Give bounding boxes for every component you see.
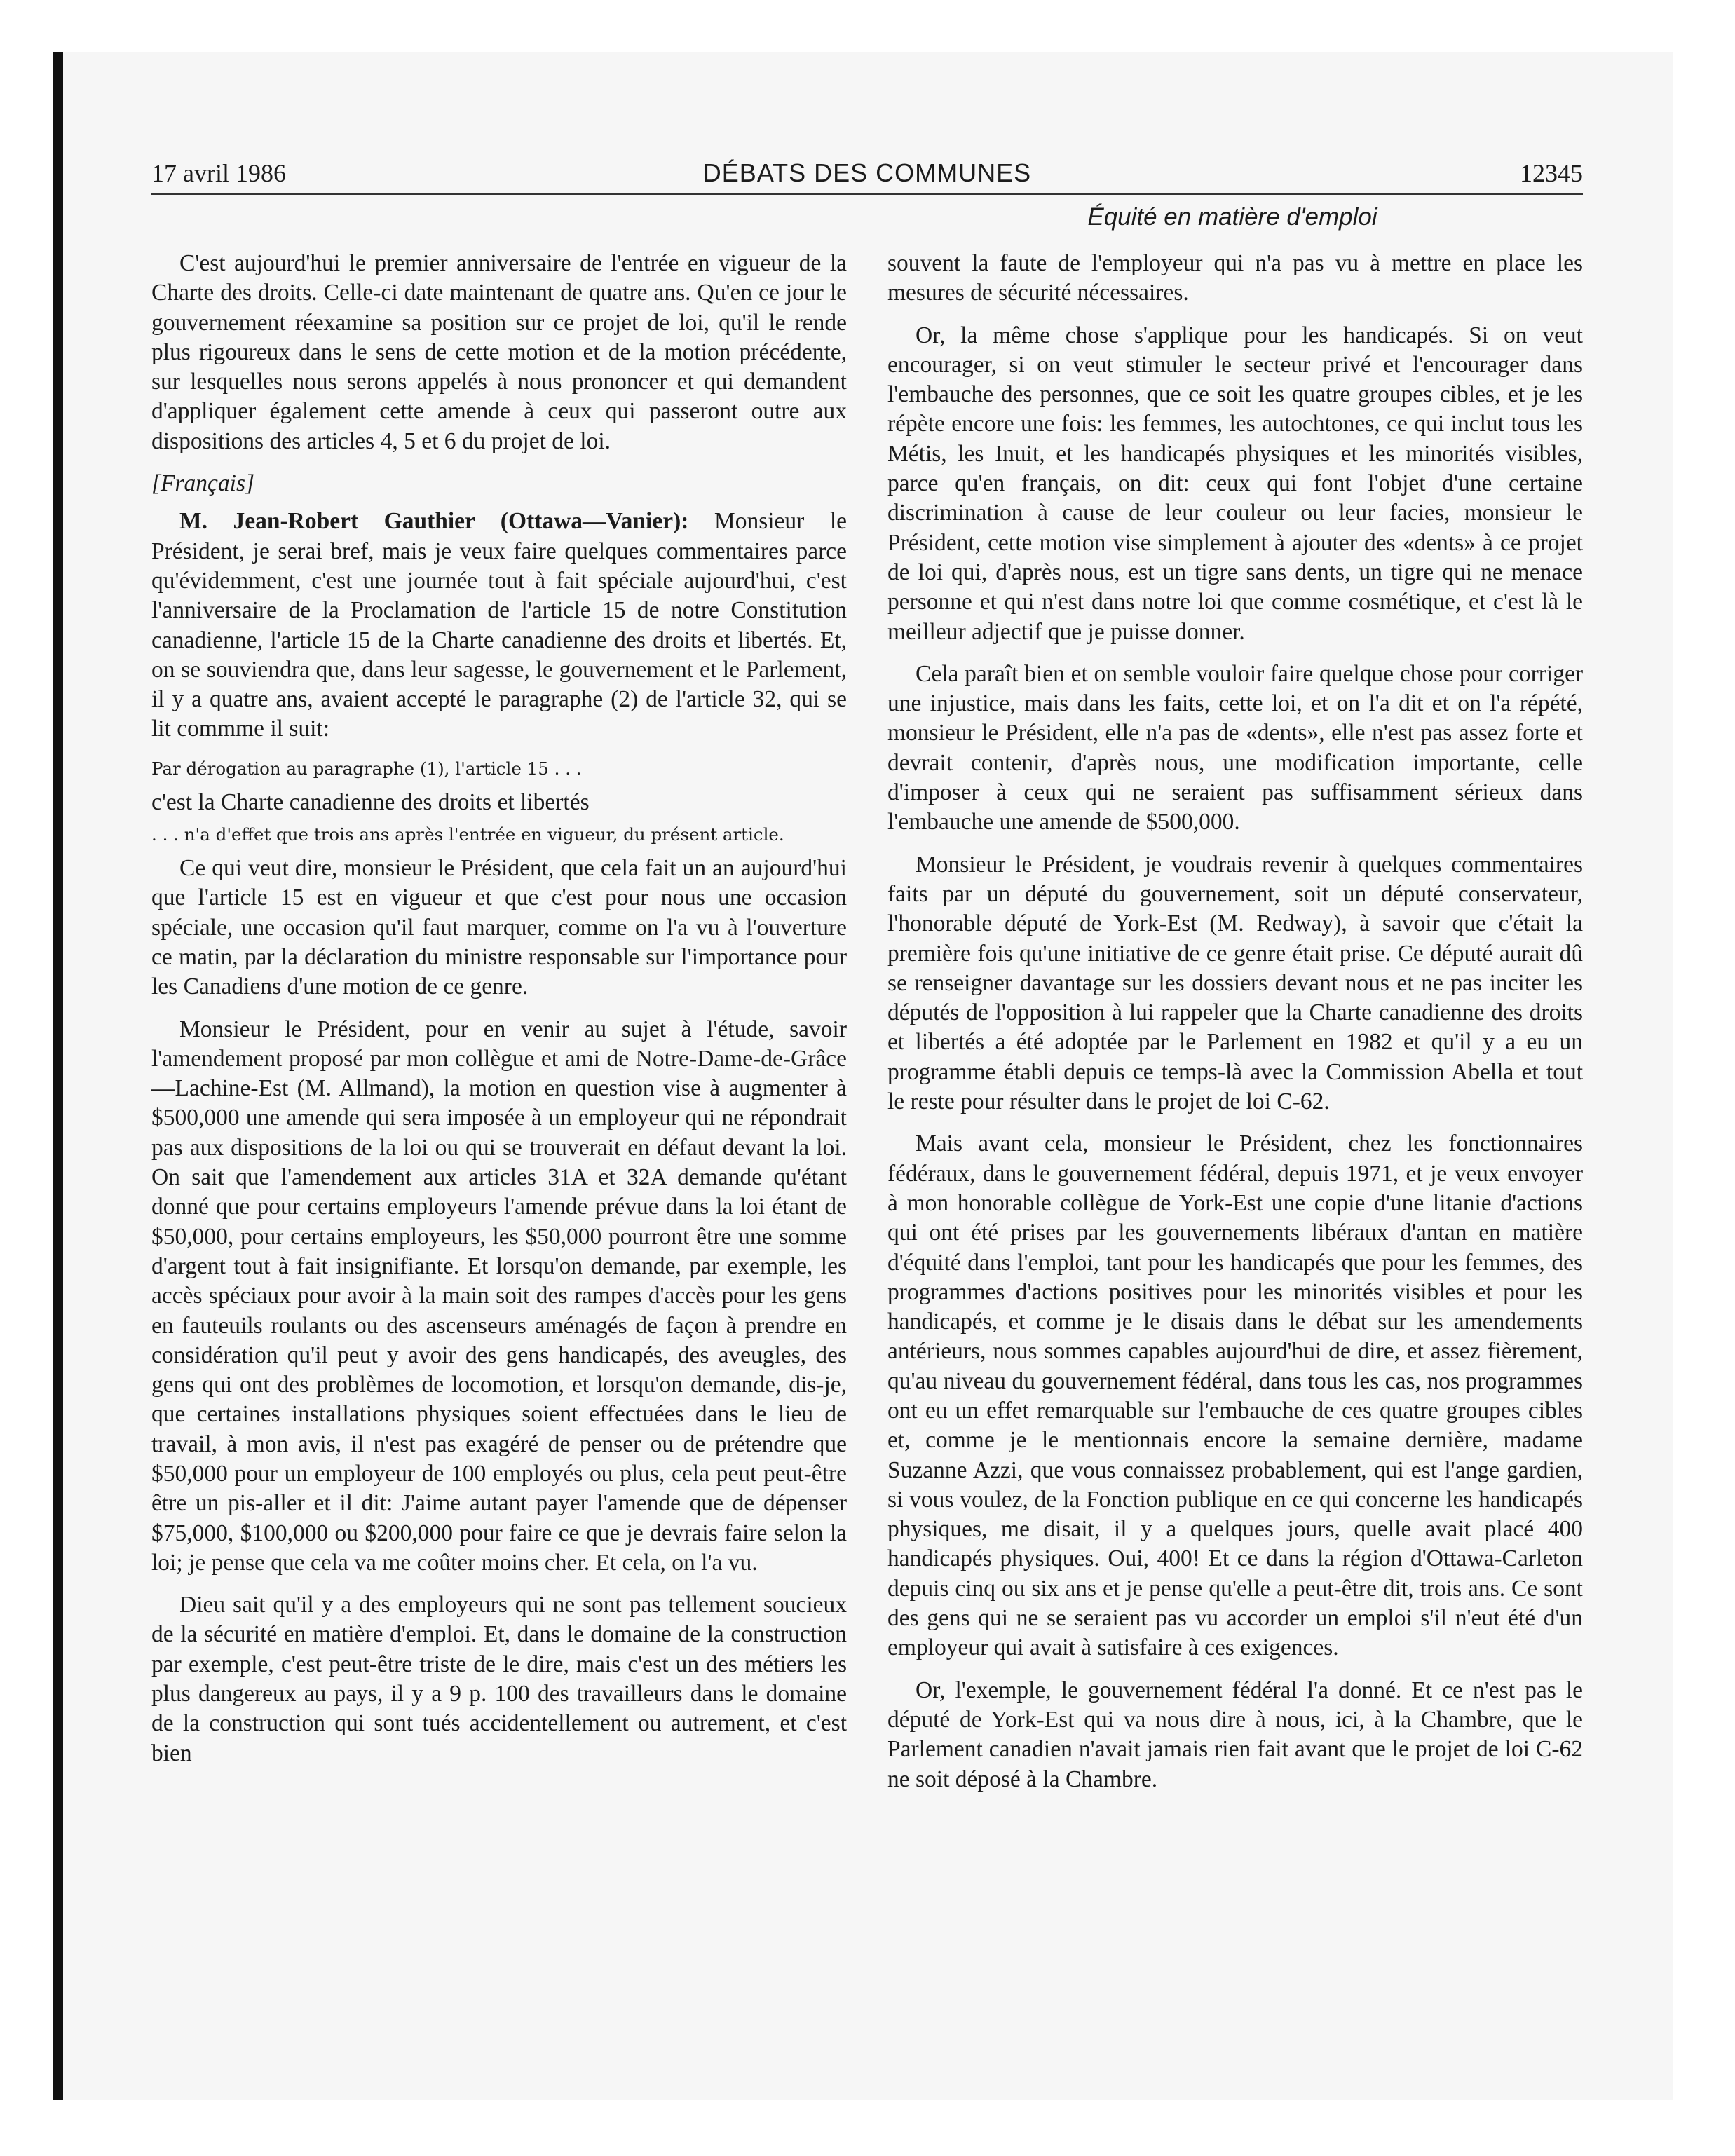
header-date: 17 avril 1986 <box>151 159 286 187</box>
paragraph: Mais avant cela, monsieur le Président, chez les fonctionnaires fédéraux, dans le gouvernement fédéral, depuis 1971, et je veux envoyer à mon honorable collègue de York-Est une copie d'une litanie d'actions qui ont été prises par les gouvernements libéraux d'antan en matière d'équité dans l'emploi, tant pour les handicapés que pour les femmes, des programmes d'actions positives pour les minorités visibles et pour les handicapés, et comme je le disais dans le débat sur les amendements antérieurs, nous sommes capables aujourd'hui de dire, et assez fièrement, qu'au niveau du gouvernement fédéral, dans tous les cas, nos programmes ont eu un effet remarquable sur l'embauche de ces quatre groupes cibles et, comme je le mentionnais encore la semaine dernière, madame Suzanne Azzi, que vous connaissez probablement, qui est l'ange gardien, si vous voulez, de la Fonction publique en ce qui concerne les handicapés physiques, me disait, il y a quelques jours, quelle avait placé 400 handicapés physiques. Oui, 400! Et ce dans la région d'Ottawa-Carleton depuis cinq ou six ans et je pense qu'elle a peut-être dit, trois ans. Ce sont des gens qui ne se seraient pas vu accorder un emploi s'il n'eut été d'un employeur qui avait à satisfaire à ces exigences. <box>887 1131 1583 1661</box>
right-column <box>887 249 1583 1807</box>
paragraph: Monsieur le Président, pour en venir au sujet à l'étude, savoir l'amendement proposé par mon collègue et ami de Notre-Dame-de-Grâce—Lachine-Est (M. Allmand), la motion en question vise à augmenter à $500,000 une amende qui sera imposée à un employeur qui ne répondrait pas aux dispositions de la loi ou qui se trouverait en défaut devant la loi. On sait que l'amendement aux articles 31A et 32A demande qu'étant donné que pour certains employeurs l'amende prévue dans la loi étant de $50,000, pour certains employeurs, les $50,000 pourront être une somme d'argent tout à fait insignifiante. Et lorsqu'on demande, par exemple, les accès spéciaux pour avoir à la main soit des rampes d'accès pour les gens en fauteuils roulants ou des ascenseurs aménagés de façon à prendre en considération qu'il peut y avoir des gens handicapés, des aveugles, des gens qui ont des problèmes de locomotion, et lorsqu'on demande, dis-je, que certaines installations physiques soient effectuées dans le lieu de travail, à mon avis, il n'est pas exagéré de penser ou de prétendre que $50,000 pour un employeur de 100 employés ou plus, cela peut peut-être être un pis-aller et il dit: J'aime autant payer l'amende que de dépenser $75,000, $100,000 ou $200,000 pour faire ce que je devrais faire selon la loi; je pense que cela va me coûter moins cher. Et cela, on l'a vu. <box>151 1016 847 1576</box>
speaker-paragraph <box>151 507 847 744</box>
paragraph: C'est aujourd'hui le premier anniversaire de l'entrée en vigueur de la Charte des droits. Celle-ci date maintenant de quatre ans. Qu'en ce jour le gouvernement réexamine sa position sur ce projet de loi, qu'il le rende plus rigoureux dans le sens de cette motion et de la motion précédente, sur lesquelles nous serons appelés à nous prononcer et qui demandent d'appliquer également cette amende à ceux qui passeront outre aux dispositions des articles 4, 5 et 6 du projet de loi. <box>151 250 847 454</box>
speech-text: Monsieur le Président, je serai bref, mais je veux faire quelques commentaires parce qu'évidemment, c'est une journée tout à fait spéciale aujourd'hui, c'est l'anniversaire de la Proclamation de l'article 15 de notre Constitution canadienne, l'article 15 de la Charte canadienne des droits et libertés. Et, on se souviendra que, dans leur sagesse, le gouvernement et le Parlement, il y a quatre ans, avaient accepté le paragraphe (2) de l'article 32, qui se lit commme il suit: <box>151 508 847 742</box>
block-quote: Par dérogation au paragraphe (1), l'article 15 . . . <box>151 758 582 779</box>
paragraph: Monsieur le Président, je voudrais revenir à quelques commentaires faits par un député du gouvernement, soit un député conservateur, l'honorable député de York-Est (M. Redway), à savoir que c'était la première fois qu'une initiative de ce genre était prise. Ce député aurait dû se renseigner davantage sur les dossiers devant nous et ne pas inciter les députés de l'opposition à lui rappeler que la Charte canadienne des droits et libertés a été adoptée par le Parlement en 1982 et qu'il y a eu un programme établi depuis ce temps-là avec la Commission Abella et tout le reste pour résulter dans le projet de loi C-62. <box>887 851 1583 1115</box>
language-marker: [Français] <box>151 470 255 497</box>
speaker-name: M. Jean-Robert Gauthier (Ottawa—Vanier): <box>179 508 689 535</box>
block-quote: . . . n'a d'effet que trois ans après l'entrée en vigueur, du présent article. <box>151 824 784 845</box>
paragraph: Or, l'exemple, le gouvernement fédéral l'a donné. Et ce n'est pas le député de York-Est qui va nous dire à nous, ici, à la Chambre, que le Parlement canadien n'avait jamais rien fait avant que le projet de loi C-62 ne soit déposé à la Chambre. <box>887 1677 1583 1792</box>
header-title: DÉBATS DES COMMUNES <box>702 158 1032 187</box>
interjection: c'est la Charte canadienne des droits et libertés <box>151 789 590 815</box>
paragraph: Or, la même chose s'applique pour les handicapés. Si on veut encourager, si on veut stimuler le secteur privé et l'encourager dans l'embauche des personnes, que ce soit les quatre groupes cibles, et je les répète encore une fois: les femmes, les autochtones, ce qui inclut tous les Métis, les Inuit, et les handicapés physiques et les minorités visibles, parce qu'en français, on dit: ceux qui font l'objet d'une certaine discrimination à cause de leur couleur ou leur facies, monsieur le Président, cette motion vise simplement à ajouter des «dents» à ce projet de loi qui, d'après nous, est un tigre sans dents, un tigre qui ne menace personne et qui n'est dans notre loi que comme cosmétique, et c'est là le meilleur adjectif que je puisse donner. <box>887 322 1583 645</box>
left-column <box>151 249 847 1781</box>
paragraph: Dieu sait qu'il y a des employeurs qui ne sont pas tellement soucieux de la sécurité en matière d'emploi. Et, dans le domaine de la construction par exemple, c'est peut-être triste de le dire, mais c'est un des métiers les plus dangereux au pays, il y a 9 p. 100 des travailleurs dans le domaine de la construction qui sont tués accidentellement ou autrement, et c'est bien <box>151 1592 847 1766</box>
paragraph: Ce qui veut dire, monsieur le Président, que cela fait un an aujourd'hui que l'article 15 est en vigueur et que c'est pour nous une occasion spéciale, une occasion qu'il faut marquer, comme on l'a vu à l'ouverture ce matin, par la déclaration du ministre responsable sur l'importance pour les Canadiens d'une motion de ce genre. <box>151 855 847 1000</box>
running-head: Équité en matière d'emploi <box>1087 203 1377 231</box>
page-number: 12345 <box>1520 159 1583 187</box>
scan-edge <box>53 52 63 2100</box>
paragraph: Cela paraît bien et on semble vouloir faire quelque chose pour corriger une injustice, mais dans les faits, cette loi, et on l'a dit et on l'a répété, monsieur le Président, elle n'a pas de «dents», elle n'est pas assez forte et devrait contenir, d'après nous, une modification importante, celle d'imposer à ceux qui ne seraient pas suffisamment sérieux dans l'embauche une amende de $500,000. <box>887 660 1583 835</box>
page-header <box>151 158 1583 195</box>
paragraph: souvent la faute de l'employeur qui n'a pas vu à mettre en place les mesures de sécurité nécessaires. <box>887 250 1583 306</box>
